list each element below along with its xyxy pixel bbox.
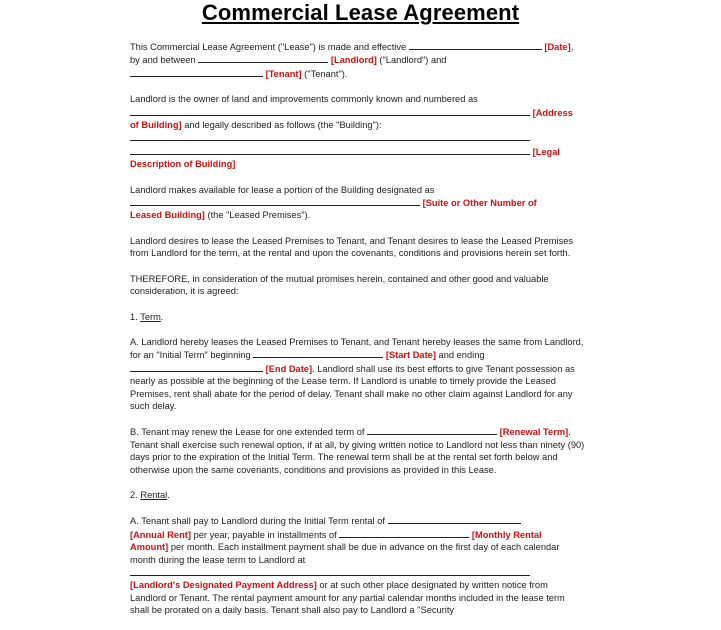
address-blank <box>130 106 530 116</box>
document-body <box>130 40 585 630</box>
section-2-period: . <box>167 489 170 500</box>
legal-placeholder-2: Description of Building] <box>130 159 236 170</box>
desire-paragraph: Landlord desires to lease the Leased Premises to Tenant, and Tenant desires to lease the Leased Premises from Landlord for the term, at the rental and upon the covenants, conditions and provisions herein set forth. <box>130 235 574 259</box>
rental-a-text-2: per year, payable in installments of <box>193 529 337 540</box>
payment-address-blank <box>130 566 530 576</box>
monthly-rent-placeholder-1: [Monthly Rental <box>471 529 542 540</box>
legal-placeholder-1: [Legal <box>532 146 560 157</box>
term-a-text-2: and ending <box>438 350 485 361</box>
suite-placeholder-1: [Suite or Other Number of <box>422 198 537 209</box>
rental-a-text-1: A. Tenant shall pay to Landlord during the Initial Term rental of <box>130 516 385 527</box>
section-1-number: 1. <box>130 311 138 322</box>
annual-rent-placeholder: [Annual Rent] <box>130 529 191 540</box>
landlord-placeholder: [Landlord] <box>330 55 377 66</box>
section-2-number: 2. <box>130 489 138 500</box>
term-b-text-2: . Tenant shall exercise such renewal option, if at all, by giving written notice to Landlord not less than ninety (90) days prior to the expiration of the Initial Term. The renewal term shall be at the rental set forth below and otherwise upon the same covenants, conditions and provisions as provided in this Lease. <box>130 427 585 475</box>
section-1-period: . <box>160 311 164 322</box>
suite-blank <box>130 196 420 206</box>
monthly-rent-blank <box>339 528 469 538</box>
annual-rent-blank <box>388 514 521 524</box>
payment-address-placeholder: [Landlord's Designated Payment Address] <box>130 580 317 591</box>
section-2-heading <box>130 489 585 501</box>
renewal-placeholder: [Renewal Term] <box>499 427 569 438</box>
end-date-placeholder: [End Date] <box>265 363 313 374</box>
intro-text-2: , by and between <box>130 42 574 66</box>
address-placeholder-2: of Building] <box>130 120 182 131</box>
start-date-placeholder: [Start Date] <box>385 350 436 361</box>
term-a-text-1: A. Landlord hereby leases the Leased Premises to Tenant, and Tenant hereby leases the same from Landlord, for an "Initial Term" beginning <box>130 336 584 361</box>
intro-text-4: ("Tenant"). <box>304 68 348 79</box>
section-1-heading <box>130 311 585 323</box>
landlord-paragraph <box>130 93 585 170</box>
legal-blank-2 <box>130 145 530 155</box>
start-date-blank <box>253 348 383 358</box>
tenant-blank <box>130 67 263 77</box>
document-title: Commercial Lease Agreement <box>201 0 520 25</box>
renewal-blank <box>367 425 497 435</box>
term-b-text-1: B. Tenant may renew the Lease for one extended term of <box>130 427 365 438</box>
section-2-title: Rental <box>140 489 168 500</box>
rental-a-text-3: per month. Each installment payment shall be due in advance on the first day of each calendar month during the lease term to Landlord at <box>130 542 560 565</box>
premises-text-1: Landlord makes available for lease a portion of the Building designated as <box>130 184 435 195</box>
date-placeholder: [Date] <box>544 42 571 52</box>
landlord-text-1: Landlord is the owner of land and improvements commonly known and numbered as <box>130 94 478 105</box>
legal-blank-1 <box>130 131 530 141</box>
date-blank <box>409 40 542 50</box>
suite-placeholder-2: Leased Building] <box>130 210 205 221</box>
term-a-text-3: . Landlord shall use its best efforts to give Tenant possession as nearly as possible at the beginning of the Lease term. If Landlord is unable to timely provide the Leased Premises, rent shall abate for the period of delay. Tenant shall make no other claim against Landlord for any such delay. <box>130 363 575 411</box>
intro-text-1: This Commercial Lease Agreement ("Lease") is made and effective <box>130 42 407 52</box>
landlord-blank <box>198 53 328 63</box>
therefore-paragraph: THEREFORE, in consideration of the mutual promises herein, contained and other good and valuable consideration, it is agreed: <box>130 273 549 297</box>
premises-paragraph <box>130 184 585 222</box>
intro-paragraph <box>130 40 585 80</box>
term-a-paragraph <box>130 336 585 412</box>
term-b-paragraph <box>130 425 585 476</box>
section-1-title: Term <box>140 311 161 322</box>
end-date-blank <box>130 362 263 372</box>
address-placeholder-1: [Address <box>532 107 573 118</box>
intro-text-3: ("Landlord") and <box>379 55 447 66</box>
premises-text-2: (the "Leased Premises"). <box>207 210 311 221</box>
landlord-text-2: and legally described as follows (the "Building"): <box>184 120 382 131</box>
monthly-rent-placeholder-2: Amount] <box>130 542 169 553</box>
rental-a-paragraph <box>130 514 585 616</box>
rental-a-text-4: or at such other place designated by written notice from Landlord or Tenant. The rental payment amount for any partial calendar months included in the lease term shall be prorated on a daily basis. Tenant shall also pay to Landlord a "Security <box>130 580 565 616</box>
tenant-placeholder: [Tenant] <box>265 68 302 79</box>
